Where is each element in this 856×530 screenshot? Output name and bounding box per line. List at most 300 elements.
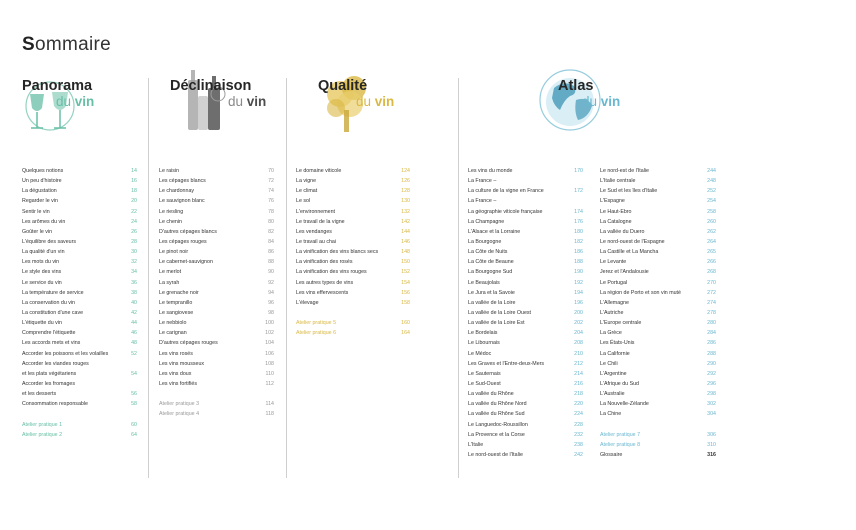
toc-entry[interactable] — [468, 196, 583, 206]
toc-entry-label: La vallée de la Loire — [468, 299, 516, 306]
toc-entry-label: La Californie — [600, 350, 630, 357]
toc-entry-label: L'Afrique du Sud — [600, 380, 639, 387]
toc-entry-label: Le Chili — [600, 360, 618, 367]
toc-entry-label: Le Sauternais — [468, 370, 501, 377]
toc-entry[interactable] — [468, 237, 583, 247]
toc-entry-label: Atelier pratique 1 — [22, 421, 63, 428]
toc-entry[interactable] — [159, 176, 274, 186]
toc-column-qualite — [296, 166, 410, 338]
toc-entry[interactable] — [468, 257, 583, 267]
toc-entry-page: 80 — [268, 218, 274, 225]
toc-entry-label: Les États-Unis — [600, 340, 635, 347]
toc-entry-label: Le service du vin — [22, 279, 62, 286]
toc-entry-label: Le cabernet-sauvignon — [159, 259, 213, 266]
toc-entry-label: La France – — [468, 178, 497, 185]
toc-entry[interactable] — [22, 399, 137, 409]
toc-entry-label: La vallée du Rhône Nord — [468, 401, 527, 408]
spacer — [296, 308, 410, 318]
toc-entry-label: Le Jura et la Savoie — [468, 289, 515, 296]
toc-entry-page: 194 — [574, 289, 583, 296]
toc-entry[interactable] — [468, 389, 583, 399]
section-header-panorama — [22, 66, 147, 136]
toc-entry-label: Les vins du monde — [468, 168, 513, 174]
toc-entry-page: 204 — [574, 330, 583, 337]
column-divider — [286, 78, 287, 478]
toc-entry-page: 154 — [401, 279, 410, 286]
toc-entry-label: Les vins rosés — [159, 350, 193, 357]
toc-entry-label: L'Autriche — [600, 309, 624, 316]
toc-entry-page: 258 — [707, 208, 716, 215]
toc-entry[interactable] — [600, 278, 716, 288]
toc-entry[interactable] — [600, 176, 716, 186]
toc-atelier-entry[interactable] — [159, 399, 274, 409]
toc-entry[interactable] — [600, 308, 716, 318]
toc-entry[interactable] — [22, 166, 137, 176]
toc-entry[interactable] — [600, 389, 716, 399]
toc-entry[interactable] — [22, 338, 137, 348]
toc-entry-label: Le pinot noir — [159, 249, 189, 256]
toc-entry[interactable] — [600, 399, 716, 409]
toc-entry[interactable] — [468, 247, 583, 257]
toc-entry-page: 174 — [574, 208, 583, 215]
toc-entry-label: Atelier pratique 2 — [22, 431, 63, 438]
toc-entry-page: 44 — [131, 320, 137, 327]
toc-entry-page: 142 — [401, 218, 410, 225]
toc-entry[interactable] — [600, 217, 716, 227]
section-title-line2: du vin — [228, 94, 267, 109]
toc-entry-page: 36 — [131, 279, 137, 286]
toc-entry-page: 42 — [131, 309, 137, 316]
toc-entry[interactable] — [468, 267, 583, 277]
toc-entry-label: Le travail au chai — [296, 238, 337, 245]
toc-entry[interactable] — [600, 328, 716, 338]
toc-entry-label: D'autres cépages rouges — [159, 340, 218, 347]
toc-entry-label: Le sauvignon blanc — [159, 198, 205, 205]
toc-entry-label: Le riesling — [159, 208, 184, 215]
toc-entry[interactable] — [22, 369, 137, 379]
toc-entry-page: 60 — [131, 421, 137, 428]
toc-entry-label: Le Portugal — [600, 279, 628, 286]
toc-entry[interactable] — [600, 409, 716, 419]
toc-entry[interactable] — [296, 217, 410, 227]
toc-entry-page: 212 — [574, 360, 583, 367]
toc-entry[interactable] — [600, 186, 716, 196]
toc-atelier-entry[interactable] — [22, 430, 137, 440]
toc-entry[interactable] — [296, 298, 410, 308]
section-header-atlas — [536, 66, 671, 136]
toc-entry-label: L'équilibre des saveurs — [22, 238, 77, 245]
toc-entry-label: La syrah — [159, 279, 180, 286]
toc-entry-page: 186 — [574, 249, 583, 256]
toc-entry-label: Regarder le vin — [22, 198, 58, 205]
toc-entry-label: Atelier pratique 7 — [600, 431, 641, 438]
toc-entry[interactable] — [468, 430, 583, 440]
toc-entry-label: L'Italie centrale — [600, 178, 636, 185]
toc-entry[interactable] — [600, 196, 716, 206]
toc-entry[interactable] — [159, 379, 274, 389]
toc-entry-page: 304 — [707, 411, 716, 418]
toc-entry-label: Accorder les poissons et les volailles — [22, 350, 109, 357]
toc-entry-label: Atelier pratique 5 — [296, 320, 337, 327]
toc-entry-page: 132 — [401, 208, 410, 215]
toc-entry-page: 34 — [131, 269, 137, 276]
toc-entry-label: Le travail de la vigne — [296, 218, 345, 225]
column-divider — [458, 78, 459, 478]
toc-entry-page: 280 — [707, 320, 716, 327]
toc-entry[interactable] — [468, 298, 583, 308]
toc-entry-page: 38 — [131, 289, 137, 296]
toc-entry-page: 264 — [707, 238, 716, 245]
toc-entry[interactable] — [600, 207, 716, 217]
toc-entry-label: Le style des vins — [22, 269, 62, 276]
toc-entry[interactable] — [296, 196, 410, 206]
toc-entry-label: La Champagne — [468, 218, 505, 225]
spacer — [600, 420, 716, 430]
toc-entry[interactable] — [22, 186, 137, 196]
toc-atelier-entry[interactable] — [22, 420, 137, 430]
toc-entry[interactable] — [600, 338, 716, 348]
toc-entry-label: Le climat — [296, 188, 318, 195]
toc-entry-page: 106 — [265, 350, 274, 357]
toc-entry[interactable] — [159, 298, 274, 308]
toc-entry-label: Le chardonnay — [159, 188, 195, 195]
toc-entry[interactable] — [159, 166, 274, 176]
toc-entry-page: 148 — [401, 249, 410, 256]
toc-entry-label: Les accords mets et vins — [22, 340, 81, 347]
toc-entry-page: 112 — [265, 380, 274, 387]
toc-entry-page: 72 — [268, 178, 274, 185]
toc-entry-page: 310 — [707, 441, 716, 448]
toc-entry[interactable] — [22, 359, 137, 369]
toc-entry[interactable] — [296, 166, 410, 176]
toc-entry[interactable] — [159, 359, 274, 369]
toc-entry-page: 200 — [574, 309, 583, 316]
toc-entry-label: La température de service — [22, 289, 84, 296]
toc-entry[interactable] — [296, 227, 410, 237]
toc-entry-label: Glossaire — [600, 451, 623, 458]
toc-entry[interactable] — [159, 196, 274, 206]
toc-entry[interactable] — [159, 217, 274, 227]
toc-entry-page: 270 — [707, 279, 716, 286]
toc-entry[interactable] — [296, 257, 410, 267]
toc-entry-page: 224 — [574, 411, 583, 418]
toc-entry-page: 96 — [268, 299, 274, 306]
toc-entry[interactable] — [468, 399, 583, 409]
toc-entry-label: La qualité d'un vin — [22, 249, 65, 256]
toc-entry[interactable] — [468, 440, 583, 450]
toc-entry[interactable] — [22, 389, 137, 399]
toc-entry-label: Atelier pratique 8 — [600, 441, 641, 448]
toc-entry-page: 220 — [574, 401, 583, 408]
toc-entry[interactable] — [296, 207, 410, 217]
title-initial: S — [22, 34, 35, 55]
toc-entry-label: et les plats végétariens — [22, 370, 77, 377]
toc-entry[interactable] — [468, 227, 583, 237]
toc-entry[interactable] — [468, 379, 583, 389]
toc-entry-page: 170 — [574, 168, 583, 174]
section-header-qualite — [318, 66, 443, 136]
toc-entry-page: 146 — [401, 238, 410, 245]
toc-entry-label: L'étiquette du vin — [22, 320, 62, 327]
toc-atelier-entry[interactable] — [296, 328, 410, 338]
toc-entry[interactable] — [22, 237, 137, 247]
toc-entry-page: 160 — [401, 320, 410, 327]
toc-entry-label: Accorder les viandes rouges — [22, 360, 89, 367]
toc-entry-label: La géographie viticole française — [468, 208, 543, 215]
toc-entry-label: Jerez et l'Andalousie — [600, 269, 649, 276]
toc-entry[interactable] — [600, 318, 716, 328]
toc-entry-label: Les vins effervescents — [296, 289, 349, 296]
toc-entry-page: 118 — [265, 411, 274, 418]
toc-entry[interactable] — [468, 278, 583, 288]
toc-entry[interactable] — [600, 379, 716, 389]
toc-entry-label: Les Graves et l'Entre-deux-Mers — [468, 360, 545, 367]
toc-entry-label: Les vendanges — [296, 228, 332, 235]
toc-entry-page: 144 — [401, 228, 410, 235]
toc-entry-label: La vallée de la Loire Ouest — [468, 309, 532, 316]
toc-entry-label: Accorder les fromages — [22, 380, 75, 387]
toc-entry[interactable] — [159, 369, 274, 379]
toc-entry-page: 158 — [401, 299, 410, 306]
toc-entry-page: 164 — [401, 330, 410, 337]
toc-entry-page: 58 — [131, 401, 137, 408]
toc-entry[interactable] — [600, 267, 716, 277]
toc-entry-page: 28 — [131, 238, 137, 245]
toc-entry[interactable] — [22, 288, 137, 298]
toc-column-declinaison — [159, 166, 274, 420]
toc-entry-page: 202 — [574, 320, 583, 327]
toc-entry-label: Atelier pratique 6 — [296, 330, 337, 337]
toc-entry-label: La Côte de Nuits — [468, 249, 508, 256]
toc-entry[interactable] — [468, 308, 583, 318]
toc-entry-page: 104 — [265, 340, 274, 347]
toc-entry[interactable] — [159, 328, 274, 338]
toc-entry[interactable] — [600, 359, 716, 369]
toc-entry[interactable] — [22, 318, 137, 328]
toc-entry[interactable] — [600, 369, 716, 379]
toc-entry-label: Le raisin — [159, 168, 180, 174]
toc-entry-page: 20 — [131, 198, 137, 205]
toc-entry-page: 86 — [268, 249, 274, 256]
toc-entry-page: 70 — [268, 168, 274, 174]
toc-entry-label: Un peu d'histoire — [22, 178, 62, 185]
toc-entry[interactable] — [22, 227, 137, 237]
toc-entry[interactable] — [296, 186, 410, 196]
toc-entry[interactable] — [600, 257, 716, 267]
toc-entry-label: La vallée du Rhône — [468, 391, 514, 398]
toc-entry[interactable] — [159, 237, 274, 247]
toc-entry[interactable] — [296, 237, 410, 247]
toc-entry-label: Le tempranillo — [159, 299, 193, 306]
toc-entry-label: Goûter le vin — [22, 228, 53, 235]
toc-entry-label: La Provence et la Corse — [468, 431, 525, 438]
toc-entry-page: 260 — [707, 218, 716, 225]
toc-entry-label: Le Haut-Ebro — [600, 208, 632, 215]
toc-entry-page: 228 — [574, 421, 583, 428]
toc-entry-page: 124 — [401, 168, 410, 174]
toc-entry-page: 196 — [574, 299, 583, 306]
toc-entry-page: 108 — [265, 360, 274, 367]
toc-entry-page: 56 — [131, 391, 137, 398]
toc-entry-label: Les mots du vin — [22, 259, 60, 266]
toc-entry[interactable] — [468, 288, 583, 298]
toc-entry-label: La Bourgogne Sud — [468, 269, 513, 276]
toc-entry[interactable] — [22, 278, 137, 288]
toc-entry-label: La culture de la vigne en France — [468, 188, 544, 195]
toc-entry-label: Le Libournais — [468, 340, 500, 347]
toc-entry[interactable] — [468, 349, 583, 359]
toc-entry-page: 32 — [131, 259, 137, 266]
toc-entry[interactable] — [468, 207, 583, 217]
toc-entry-label: Les vins fortifiés — [159, 380, 197, 387]
toc-entry-page: 180 — [574, 228, 583, 235]
page-title — [22, 34, 111, 56]
toc-entry[interactable] — [600, 227, 716, 237]
toc-entry[interactable] — [22, 196, 137, 206]
toc-entry-label: Sentir le vin — [22, 208, 50, 215]
toc-entry[interactable] — [600, 298, 716, 308]
toc-entry[interactable] — [468, 217, 583, 227]
toc-entry[interactable] — [468, 176, 583, 186]
toc-entry[interactable] — [296, 278, 410, 288]
toc-atelier-entry[interactable] — [296, 318, 410, 328]
toc-entry-page: 172 — [574, 188, 583, 195]
toc-entry-label: Les autres types de vins — [296, 279, 354, 286]
toc-entry[interactable] — [296, 288, 410, 298]
toc-entry[interactable] — [22, 247, 137, 257]
toc-entry[interactable] — [22, 298, 137, 308]
toc-entry-page: 14 — [131, 168, 137, 174]
toc-entry-page: 190 — [574, 269, 583, 276]
toc-entry[interactable] — [468, 166, 583, 176]
toc-entry[interactable] — [22, 328, 137, 338]
toc-entry-page: 254 — [707, 198, 716, 205]
toc-entry-page: 40 — [131, 299, 137, 306]
toc-entry-label: Le carignan — [159, 330, 187, 337]
section-header-declinaison — [170, 66, 295, 136]
toc-entry[interactable] — [159, 257, 274, 267]
toc-entry[interactable] — [468, 186, 583, 196]
toc-entry[interactable] — [468, 359, 583, 369]
toc-entry[interactable] — [468, 409, 583, 419]
toc-entry-label: La Castille et La Mancha — [600, 249, 659, 256]
toc-entry-page: 218 — [574, 391, 583, 398]
toc-entry-label: La vinification des vins blancs secs — [296, 249, 379, 256]
toc-entry[interactable] — [468, 450, 583, 460]
toc-entry[interactable] — [22, 207, 137, 217]
toc-entry[interactable] — [159, 227, 274, 237]
toc-entry[interactable] — [22, 308, 137, 318]
toc-entry-page: 126 — [401, 178, 410, 185]
toc-atelier-entry[interactable] — [600, 430, 716, 440]
toc-entry-label: Le sol — [296, 198, 311, 205]
toc-entry[interactable] — [159, 186, 274, 196]
toc-entry-page: 102 — [265, 330, 274, 337]
toc-entry[interactable] — [22, 379, 137, 389]
toc-entry[interactable] — [159, 338, 274, 348]
toc-entry[interactable] — [296, 176, 410, 186]
toc-atelier-entry[interactable] — [600, 440, 716, 450]
toc-entry-page: 52 — [131, 350, 137, 357]
toc-entry[interactable] — [600, 247, 716, 257]
toc-atelier-entry[interactable] — [159, 409, 274, 419]
toc-entry-page: 88 — [268, 259, 274, 266]
toc-entry[interactable] — [22, 267, 137, 277]
toc-glossary-entry[interactable] — [600, 450, 716, 460]
toc-entry[interactable] — [22, 349, 137, 359]
toc-entry-page: 290 — [707, 360, 716, 367]
toc-entry-page: 188 — [574, 259, 583, 266]
toc-entry-page: 74 — [268, 188, 274, 195]
toc-entry-page: 302 — [707, 401, 716, 408]
toc-entry-label: Les vins mousseux — [159, 360, 205, 367]
toc-entry[interactable] — [600, 288, 716, 298]
toc-entry[interactable] — [468, 420, 583, 430]
toc-entry[interactable] — [159, 288, 274, 298]
toc-entry[interactable] — [159, 247, 274, 257]
toc-entry-label: La Catalogne — [600, 218, 632, 225]
toc-entry[interactable] — [296, 247, 410, 257]
toc-entry-label: Le Sud et les îles d'Italie — [600, 188, 658, 195]
toc-entry-label: La vinification des rosés — [296, 259, 353, 266]
toc-entry-label: Les cépages blancs — [159, 178, 206, 185]
toc-entry[interactable] — [296, 267, 410, 277]
toc-entry-label: Consommation responsable — [22, 401, 88, 408]
toc-entry-label: Le nord-ouest de l'Italie — [468, 451, 523, 458]
toc-entry[interactable] — [159, 267, 274, 277]
toc-entry-page: 208 — [574, 340, 583, 347]
toc-entry[interactable] — [468, 318, 583, 328]
toc-entry[interactable] — [22, 257, 137, 267]
toc-entry-label: Le Languedoc-Roussillon — [468, 421, 528, 428]
toc-entry[interactable] — [159, 207, 274, 217]
toc-column-atlas-2 — [600, 166, 716, 460]
toc-entry-label: La vallée de la Loire Est — [468, 320, 525, 327]
toc-entry[interactable] — [600, 237, 716, 247]
toc-entry[interactable] — [159, 349, 274, 359]
toc-entry-page: 76 — [268, 198, 274, 205]
toc-entry-label: L'Alsace et la Lorraine — [468, 228, 521, 235]
toc-entry[interactable] — [159, 308, 274, 318]
toc-entry[interactable] — [22, 217, 137, 227]
toc-entry-page: 216 — [574, 380, 583, 387]
toc-entry[interactable] — [600, 349, 716, 359]
toc-entry-page: 306 — [707, 431, 716, 438]
toc-entry-label: Le nebbiolo — [159, 320, 187, 327]
toc-entry[interactable] — [468, 338, 583, 348]
toc-entry[interactable] — [468, 369, 583, 379]
toc-entry-page: 244 — [707, 168, 716, 174]
toc-entry-label: La vallée du Duero — [600, 228, 645, 235]
toc-entry[interactable] — [159, 318, 274, 328]
toc-entry-page: 176 — [574, 218, 583, 225]
toc-entry-page: 316 — [707, 451, 716, 458]
toc-entry-page: 266 — [707, 259, 716, 266]
toc-entry-label: Le Bordelais — [468, 330, 498, 337]
toc-entry-page: 152 — [401, 269, 410, 276]
toc-entry-page: 22 — [131, 208, 137, 215]
toc-entry[interactable] — [22, 176, 137, 186]
toc-entry-page: 90 — [268, 269, 274, 276]
toc-entry[interactable] — [159, 278, 274, 288]
toc-entry-label: L'Allemagne — [600, 299, 629, 306]
toc-entry[interactable] — [468, 328, 583, 338]
toc-entry-page: 210 — [574, 350, 583, 357]
toc-entry-label: Le Médoc — [468, 350, 492, 357]
toc-entry-label: Les arômes du vin — [22, 218, 66, 225]
toc-entry[interactable] — [600, 166, 716, 176]
toc-entry-page: 182 — [574, 238, 583, 245]
